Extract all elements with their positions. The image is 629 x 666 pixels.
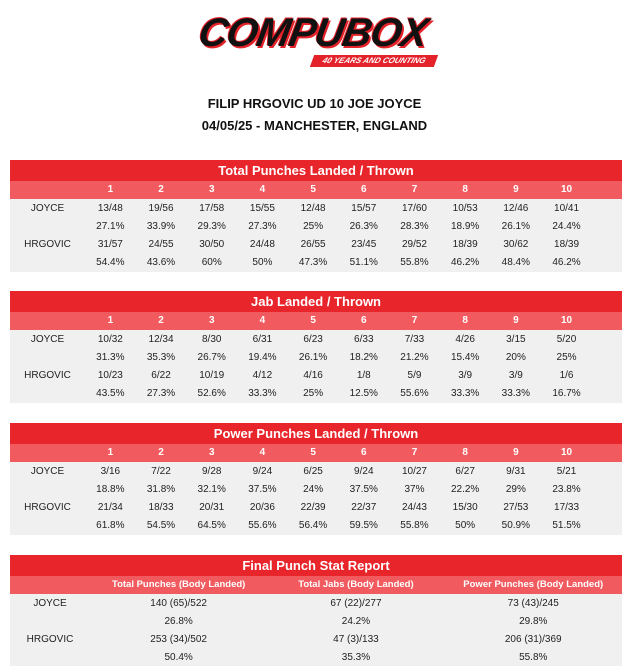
landed-thrown-cell: 31/57 — [97, 239, 123, 250]
landed-thrown-cell: 3/15 — [506, 334, 526, 345]
section-body — [10, 199, 622, 272]
table-row — [10, 367, 622, 385]
fighter-name: HRGOVIC — [26, 634, 74, 645]
pct-cell: 48.4% — [501, 257, 531, 268]
landed-thrown-cell: 27/53 — [503, 502, 529, 513]
table-row — [10, 517, 622, 535]
column-header: Total Punches (Body Landed) — [111, 579, 246, 590]
pct-cell: 15.4% — [450, 352, 480, 363]
pct-cell: 29% — [505, 484, 526, 495]
pct-cell: 31.3% — [96, 352, 125, 363]
pct-cell: 26.7% — [197, 352, 226, 363]
landed-thrown-cell: 17/58 — [199, 203, 225, 214]
round-number: 10 — [560, 447, 573, 458]
blank-cell — [10, 385, 85, 403]
landed-thrown-cell: 5/21 — [556, 466, 577, 477]
pct-cell: 23.8% — [552, 484, 581, 495]
column-header: Total Jabs (Body Landed) — [298, 579, 414, 590]
logo-tagline: 40 YEARS AND COUNTING — [310, 55, 438, 67]
pct-cell: 37.5% — [248, 484, 277, 495]
landed-thrown-cell: 30/62 — [503, 239, 529, 250]
table-row — [10, 631, 622, 649]
header-blank — [10, 576, 90, 594]
landed-thrown-cell: 18/33 — [148, 502, 174, 513]
pct-cell: 18.2% — [349, 352, 378, 363]
pct-cell: 24.2% — [341, 616, 371, 627]
pct-cell: 50.4% — [164, 652, 193, 663]
landed-thrown-cell: 10/19 — [199, 370, 225, 381]
landed-thrown-cell: 8/30 — [201, 334, 222, 345]
table-row — [10, 499, 622, 517]
round-number: 6 — [361, 184, 367, 195]
round-number: 9 — [513, 447, 519, 458]
pct-cell: 27.3% — [248, 221, 277, 232]
column-header: Power Punches (Body Landed) — [463, 579, 604, 590]
landed-thrown-cell: 1/6 — [559, 370, 574, 381]
pct-cell: 52.6% — [197, 388, 226, 399]
landed-thrown-cell: 9/28 — [201, 466, 222, 477]
round-header-row — [10, 181, 622, 199]
pct-cell: 18.8% — [96, 484, 125, 495]
landed-thrown-cell: 13/48 — [97, 203, 123, 214]
landed-thrown-cell: 24/43 — [401, 502, 427, 513]
landed-thrown-cell: 22/37 — [351, 502, 377, 513]
landed-thrown-cell: 7/33 — [404, 334, 425, 345]
pct-cell: 43.5% — [96, 388, 125, 399]
pct-cell: 33.9% — [146, 221, 176, 232]
pct-cell: 26.3% — [349, 221, 378, 232]
landed-thrown-cell: 5/20 — [556, 334, 577, 345]
fighter-name: JOYCE — [30, 334, 65, 345]
final-header-row — [10, 576, 622, 594]
pct-cell: 29.8% — [519, 616, 548, 627]
round-number: 4 — [259, 184, 266, 195]
landed-thrown-cell: 9/31 — [506, 466, 526, 477]
pct-cell: 54.4% — [96, 257, 125, 268]
round-number: 7 — [411, 184, 418, 195]
landed-thrown-cell: 9/24 — [354, 466, 374, 477]
round-number: 2 — [158, 315, 164, 326]
pct-cell: 55.8% — [400, 257, 429, 268]
landed-thrown-cell: 22/39 — [300, 502, 326, 513]
blank-cell — [10, 613, 90, 631]
section-body — [10, 462, 622, 535]
pct-cell: 55.8% — [400, 520, 429, 531]
pct-cell: 26.8% — [164, 616, 193, 627]
landed-thrown-cell: 3/9 — [508, 370, 523, 381]
landed-thrown-cell: 24/55 — [148, 239, 174, 250]
pct-cell: 35.3% — [146, 352, 176, 363]
table-row — [10, 481, 622, 499]
section-body — [10, 330, 622, 403]
fighter-name: JOYCE — [30, 466, 65, 477]
pct-cell: 37% — [404, 484, 425, 495]
round-number: 1 — [107, 447, 114, 458]
landed-thrown-cell: 10/27 — [401, 466, 427, 477]
pct-cell: 33.3% — [248, 388, 277, 399]
pct-cell: 56.4% — [298, 520, 328, 531]
pct-cell: 50% — [252, 257, 273, 268]
stat-cell: 206 (31)/369 — [504, 634, 562, 645]
pct-cell: 55.6% — [248, 520, 277, 531]
landed-thrown-cell: 10/32 — [97, 334, 123, 345]
table-row — [10, 595, 622, 613]
header-blank — [10, 181, 85, 199]
landed-thrown-cell: 7/22 — [151, 466, 171, 477]
pct-cell: 29.3% — [197, 221, 226, 232]
section-title: Jab Landed / Thrown — [10, 291, 622, 312]
landed-thrown-cell: 10/53 — [452, 203, 478, 214]
round-number: 6 — [361, 315, 367, 326]
final-body — [10, 594, 622, 666]
landed-thrown-cell: 6/27 — [455, 466, 475, 477]
round-number: 3 — [208, 315, 215, 326]
stat-cell: 140 (65)/522 — [150, 598, 207, 609]
pct-cell: 32.1% — [197, 484, 226, 495]
landed-thrown-cell: 6/31 — [252, 334, 273, 345]
pct-cell: 50.9% — [501, 520, 531, 531]
landed-thrown-cell: 12/48 — [300, 203, 326, 214]
blank-cell — [10, 254, 85, 272]
pct-cell: 31.8% — [146, 484, 176, 495]
pct-cell: 33.3% — [450, 388, 480, 399]
pct-cell: 26.1% — [501, 221, 531, 232]
blank-cell — [10, 218, 85, 236]
header-blank — [10, 444, 85, 462]
pct-cell: 20% — [505, 352, 526, 363]
fight-header — [0, 93, 629, 137]
pct-cell: 64.5% — [197, 520, 226, 531]
round-number: 1 — [107, 315, 114, 326]
landed-thrown-cell: 1/8 — [356, 370, 371, 381]
table-row — [10, 218, 622, 236]
landed-thrown-cell: 19/56 — [148, 203, 174, 214]
landed-thrown-cell: 20/31 — [199, 502, 225, 513]
blank-cell — [10, 349, 85, 367]
round-number: 7 — [411, 447, 418, 458]
landed-thrown-cell: 4/16 — [303, 370, 323, 381]
landed-thrown-cell: 17/60 — [401, 203, 427, 214]
round-header-row — [10, 444, 622, 462]
pct-cell: 51.1% — [349, 257, 378, 268]
pct-cell: 26.1% — [298, 352, 328, 363]
landed-thrown-cell: 4/26 — [455, 334, 475, 345]
pct-cell: 21.2% — [400, 352, 429, 363]
pct-cell: 46.2% — [450, 257, 480, 268]
round-header-row — [10, 312, 622, 330]
landed-thrown-cell: 5/9 — [407, 370, 422, 381]
round-number: 4 — [259, 447, 266, 458]
round-number: 2 — [158, 184, 164, 195]
pct-cell: 54.5% — [146, 520, 176, 531]
fighter-name: JOYCE — [30, 203, 65, 214]
fight-result: FILIP HRGOVIC UD 10 JOE JOYCE — [207, 96, 422, 111]
logo-wordmark: COMPUBOX — [195, 11, 431, 55]
stat-cell: 47 (3)/133 — [333, 634, 379, 645]
landed-thrown-cell: 12/46 — [503, 203, 529, 214]
round-number: 3 — [208, 447, 215, 458]
table-row — [10, 463, 622, 481]
landed-thrown-cell: 20/36 — [249, 502, 275, 513]
round-number: 5 — [310, 184, 316, 195]
pct-cell: 22.2% — [450, 484, 480, 495]
blank-cell — [10, 517, 85, 535]
round-number: 10 — [560, 184, 573, 195]
pct-cell: 18.9% — [450, 221, 480, 232]
section-title: Power Punches Landed / Thrown — [10, 423, 622, 444]
blank-cell — [10, 649, 90, 666]
compubox-logo — [0, 8, 629, 68]
pct-cell: 43.6% — [146, 257, 176, 268]
pct-cell: 25% — [303, 221, 324, 232]
landed-thrown-cell: 17/33 — [554, 502, 580, 513]
section-title: Final Punch Stat Report — [10, 555, 622, 576]
landed-thrown-cell: 6/22 — [151, 370, 171, 381]
round-number: 9 — [513, 184, 519, 195]
header-blank — [10, 312, 85, 330]
pct-cell: 19.4% — [248, 352, 277, 363]
landed-thrown-cell: 18/39 — [554, 239, 580, 250]
pct-cell: 51.5% — [552, 520, 581, 531]
stat-cell: 73 (43)/245 — [507, 598, 559, 609]
final-punch-stat-report — [10, 555, 622, 666]
landed-thrown-cell: 4/12 — [252, 370, 273, 381]
round-number: 5 — [310, 315, 316, 326]
pct-cell: 50% — [455, 520, 476, 531]
stat-cell: 253 (34)/502 — [150, 634, 207, 645]
landed-thrown-cell: 9/24 — [252, 466, 273, 477]
round-number: 5 — [310, 447, 316, 458]
pct-cell: 28.3% — [400, 221, 429, 232]
round-number: 8 — [462, 315, 468, 326]
round-number: 9 — [513, 315, 519, 326]
round-number: 2 — [158, 447, 164, 458]
landed-thrown-cell: 10/23 — [97, 370, 123, 381]
pct-cell: 12.5% — [349, 388, 378, 399]
pct-cell: 46.2% — [552, 257, 581, 268]
landed-thrown-cell: 26/55 — [300, 239, 326, 250]
round-number: 4 — [259, 315, 266, 326]
round-number: 8 — [462, 447, 468, 458]
round-number: 6 — [361, 447, 367, 458]
pct-cell: 35.3% — [341, 652, 371, 663]
pct-cell: 60% — [201, 257, 222, 268]
landed-thrown-cell: 30/50 — [199, 239, 225, 250]
round-number: 7 — [411, 315, 418, 326]
total-punches-section — [10, 160, 622, 272]
section-title: Total Punches Landed / Thrown — [10, 160, 622, 181]
table-row — [10, 254, 622, 272]
fighter-name: JOYCE — [33, 598, 67, 609]
round-number: 8 — [462, 184, 468, 195]
table-row — [10, 613, 622, 631]
pct-cell: 24% — [303, 484, 324, 495]
pct-cell: 55.6% — [400, 388, 429, 399]
pct-cell: 61.8% — [96, 520, 125, 531]
pct-cell: 55.8% — [519, 652, 548, 663]
round-number: 10 — [560, 315, 573, 326]
landed-thrown-cell: 15/55 — [249, 203, 275, 214]
round-number: 1 — [107, 184, 114, 195]
pct-cell: 47.3% — [298, 257, 328, 268]
table-row — [10, 200, 622, 218]
table-row — [10, 385, 622, 403]
pct-cell: 25% — [303, 388, 324, 399]
table-row — [10, 649, 622, 666]
pct-cell: 25% — [556, 352, 577, 363]
landed-thrown-cell: 23/45 — [351, 239, 377, 250]
landed-thrown-cell: 6/33 — [354, 334, 374, 345]
landed-thrown-cell: 3/16 — [100, 466, 121, 477]
fighter-name: HRGOVIC — [24, 239, 71, 250]
pct-cell: 24.4% — [552, 221, 581, 232]
pct-cell: 59.5% — [349, 520, 378, 531]
fighter-name: HRGOVIC — [24, 370, 71, 381]
landed-thrown-cell: 21/34 — [97, 502, 123, 513]
pct-cell: 37.5% — [349, 484, 378, 495]
landed-thrown-cell: 6/23 — [303, 334, 323, 345]
pct-cell: 16.7% — [552, 388, 581, 399]
fighter-name: HRGOVIC — [24, 502, 71, 513]
landed-thrown-cell: 6/25 — [303, 466, 323, 477]
blank-cell — [10, 481, 85, 499]
table-row — [10, 236, 622, 254]
table-row — [10, 331, 622, 349]
pct-cell: 27.1% — [96, 221, 125, 232]
jab-section — [10, 291, 622, 403]
table-row — [10, 349, 622, 367]
pct-cell: 33.3% — [501, 388, 531, 399]
round-number: 3 — [208, 184, 215, 195]
fight-date-location: 04/05/25 - MANCHESTER, ENGLAND — [201, 118, 428, 133]
power-punches-section — [10, 423, 622, 535]
landed-thrown-cell: 3/9 — [458, 370, 473, 381]
landed-thrown-cell: 24/48 — [249, 239, 275, 250]
stat-cell: 67 (22)/277 — [330, 598, 382, 609]
landed-thrown-cell: 15/57 — [351, 203, 377, 214]
landed-thrown-cell: 29/52 — [401, 239, 427, 250]
pct-cell: 27.3% — [146, 388, 176, 399]
landed-thrown-cell: 12/34 — [148, 334, 174, 345]
landed-thrown-cell: 10/41 — [554, 203, 580, 214]
landed-thrown-cell: 15/30 — [452, 502, 478, 513]
landed-thrown-cell: 18/39 — [452, 239, 478, 250]
